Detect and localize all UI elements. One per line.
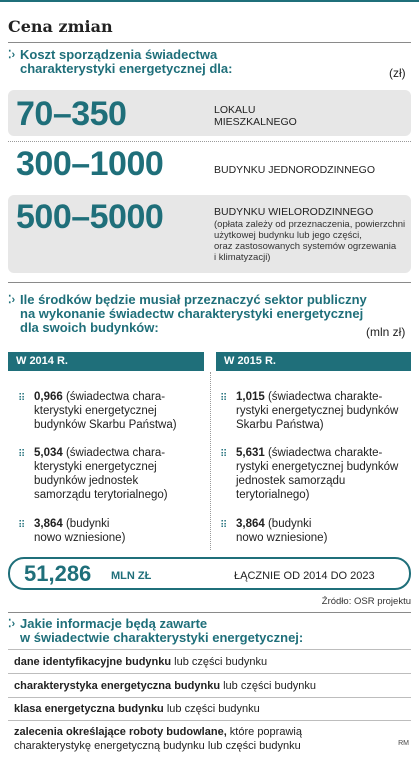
item-text: budynków jednostek bbox=[34, 475, 139, 487]
year-label-2014: W 2014 R. bbox=[8, 352, 204, 371]
section1-heading-line2: charakterystyki energetycznej dla: bbox=[20, 61, 233, 76]
info-rule bbox=[8, 720, 411, 721]
section3-heading-line2: w świadectwie charakterystyki energetycznej: bbox=[20, 630, 304, 645]
section1-heading bbox=[8, 48, 232, 76]
grid-bullet-icon: ⠿ bbox=[18, 520, 26, 531]
item-number: 3,864 bbox=[34, 518, 63, 530]
total-unit: MLN ZŁ bbox=[111, 570, 152, 582]
band-separator bbox=[8, 141, 411, 142]
section2-heading-line1: Ile środków będzie musiał przeznaczyć sektor publiczny bbox=[20, 292, 367, 307]
section3-rule bbox=[8, 612, 411, 613]
item-text: samorządu terytorialnego) bbox=[34, 489, 168, 501]
item-text: rystyki energetycznej budynków bbox=[236, 461, 399, 473]
item-text: nowo wzniesione) bbox=[34, 532, 126, 544]
info-text: lub części budynku bbox=[220, 680, 317, 692]
section3-heading-line1: Jakie informacje będą zawarte bbox=[20, 616, 208, 631]
info-row-3 bbox=[14, 702, 404, 716]
cost-note-line: i klimatyzacji) bbox=[214, 252, 271, 263]
item-text: nowo wzniesione) bbox=[236, 532, 328, 544]
item-number: 5,631 bbox=[236, 447, 265, 459]
dots-marker-icon: ⁚› bbox=[8, 618, 16, 630]
item-number: 1,015 bbox=[236, 391, 265, 403]
item-text: terytorialnego) bbox=[236, 489, 310, 501]
item-text: (budynki bbox=[62, 518, 110, 530]
section3-heading bbox=[8, 617, 303, 645]
cost-value-2: 300–1000 bbox=[16, 145, 164, 183]
cost-label-1-line2: MIESZKALNEGO bbox=[214, 116, 297, 128]
item-text: (świadectwa charakte- bbox=[264, 447, 383, 459]
total-label: ŁĄCZNIE OD 2014 DO 2023 bbox=[234, 570, 375, 582]
cost-label-2: BUDYNKU JEDNORODZINNEGO bbox=[214, 164, 376, 176]
page-title: Cena zmian bbox=[8, 17, 113, 36]
item-2015-3 bbox=[220, 517, 416, 545]
info-text: które poprawią bbox=[226, 726, 302, 738]
cost-value-1: 70–350 bbox=[16, 95, 127, 133]
section2-heading-line3: dla swoich budynków: bbox=[20, 320, 159, 335]
item-2015-1 bbox=[220, 390, 416, 432]
title-rule bbox=[8, 42, 411, 43]
info-rule bbox=[8, 649, 411, 650]
cost-label-3: BUDYNKU WIELORODZINNEGO bbox=[214, 206, 374, 218]
info-bold: dane identyfikacyjne budynku bbox=[14, 656, 172, 668]
cost-value-3: 500–5000 bbox=[16, 198, 164, 236]
cost-label-1 bbox=[214, 104, 297, 128]
info-text: charakterystykę energetyczną budynku lub części budynku bbox=[14, 740, 301, 752]
item-text: jednostek samorządu bbox=[236, 475, 346, 487]
item-text: rystyki energetycznej budynków bbox=[236, 405, 399, 417]
cost-note-line: użytkowej budynku lub jego części, bbox=[214, 230, 362, 241]
grid-bullet-icon: ⠿ bbox=[220, 449, 228, 460]
grid-bullet-icon: ⠿ bbox=[18, 449, 26, 460]
cost-note-line: oraz zastosowanych systemów ogrzewania bbox=[214, 241, 397, 252]
item-text: (świadectwa charakte- bbox=[264, 391, 383, 403]
year-label-2015: W 2015 R. bbox=[216, 352, 411, 371]
info-bold: zalecenia określające roboty budowlane, bbox=[14, 726, 227, 738]
grid-bullet-icon: ⠿ bbox=[18, 393, 26, 404]
info-bold: klasa energetyczna budynku bbox=[14, 703, 164, 715]
column-divider bbox=[210, 372, 211, 550]
info-text: lub części budynku bbox=[163, 703, 260, 715]
author-initials: RM bbox=[398, 740, 409, 747]
item-number: 0,966 bbox=[34, 391, 63, 403]
dots-marker-icon: ⁚› bbox=[8, 49, 16, 61]
info-row-2 bbox=[14, 679, 404, 693]
item-2015-2 bbox=[220, 446, 416, 502]
info-rule bbox=[8, 673, 411, 674]
item-2014-2 bbox=[18, 446, 210, 502]
item-text: (świadectwa chara- bbox=[62, 391, 166, 403]
info-row-1 bbox=[14, 655, 404, 669]
cost-note-3 bbox=[214, 219, 414, 263]
top-rule bbox=[0, 0, 419, 2]
info-bold: charakterystyka energetyczna budynku bbox=[14, 680, 221, 692]
dots-marker-icon: ⁚› bbox=[8, 294, 16, 306]
item-text: kterystyki energetycznej bbox=[34, 405, 157, 417]
item-2014-3 bbox=[18, 517, 210, 545]
section1-heading-line1: Koszt sporządzenia świadectwa bbox=[20, 47, 218, 62]
cost-label-1-line1: LOKALU bbox=[214, 104, 256, 116]
item-2014-1 bbox=[18, 390, 210, 432]
grid-bullet-icon: ⠿ bbox=[220, 520, 228, 531]
item-text: (świadectwa chara- bbox=[62, 447, 166, 459]
section2-heading-line2: na wykonanie świadectw charakterystyki energetycznej bbox=[20, 306, 364, 321]
section2-unit: (mln zł) bbox=[366, 325, 406, 339]
section1-unit: (zł) bbox=[389, 66, 406, 80]
item-text: (budynki bbox=[264, 518, 312, 530]
item-number: 3,864 bbox=[236, 518, 265, 530]
cost-note-line: (opłata zależy od przeznaczenia, powierzchni bbox=[214, 219, 406, 230]
source-note: Źródło: OSR projektu bbox=[321, 596, 411, 607]
info-row-4 bbox=[14, 725, 404, 753]
item-text: Skarbu Państwa) bbox=[236, 419, 324, 431]
item-text: budynków Skarbu Państwa) bbox=[34, 419, 177, 431]
section2-rule bbox=[8, 282, 411, 283]
info-text: lub części budynku bbox=[171, 656, 268, 668]
item-text: kterystyki energetycznej bbox=[34, 461, 157, 473]
total-value: 51,286 bbox=[24, 561, 92, 586]
item-number: 5,034 bbox=[34, 447, 63, 459]
section2-heading bbox=[8, 293, 367, 335]
info-rule bbox=[8, 697, 411, 698]
grid-bullet-icon: ⠿ bbox=[220, 393, 228, 404]
